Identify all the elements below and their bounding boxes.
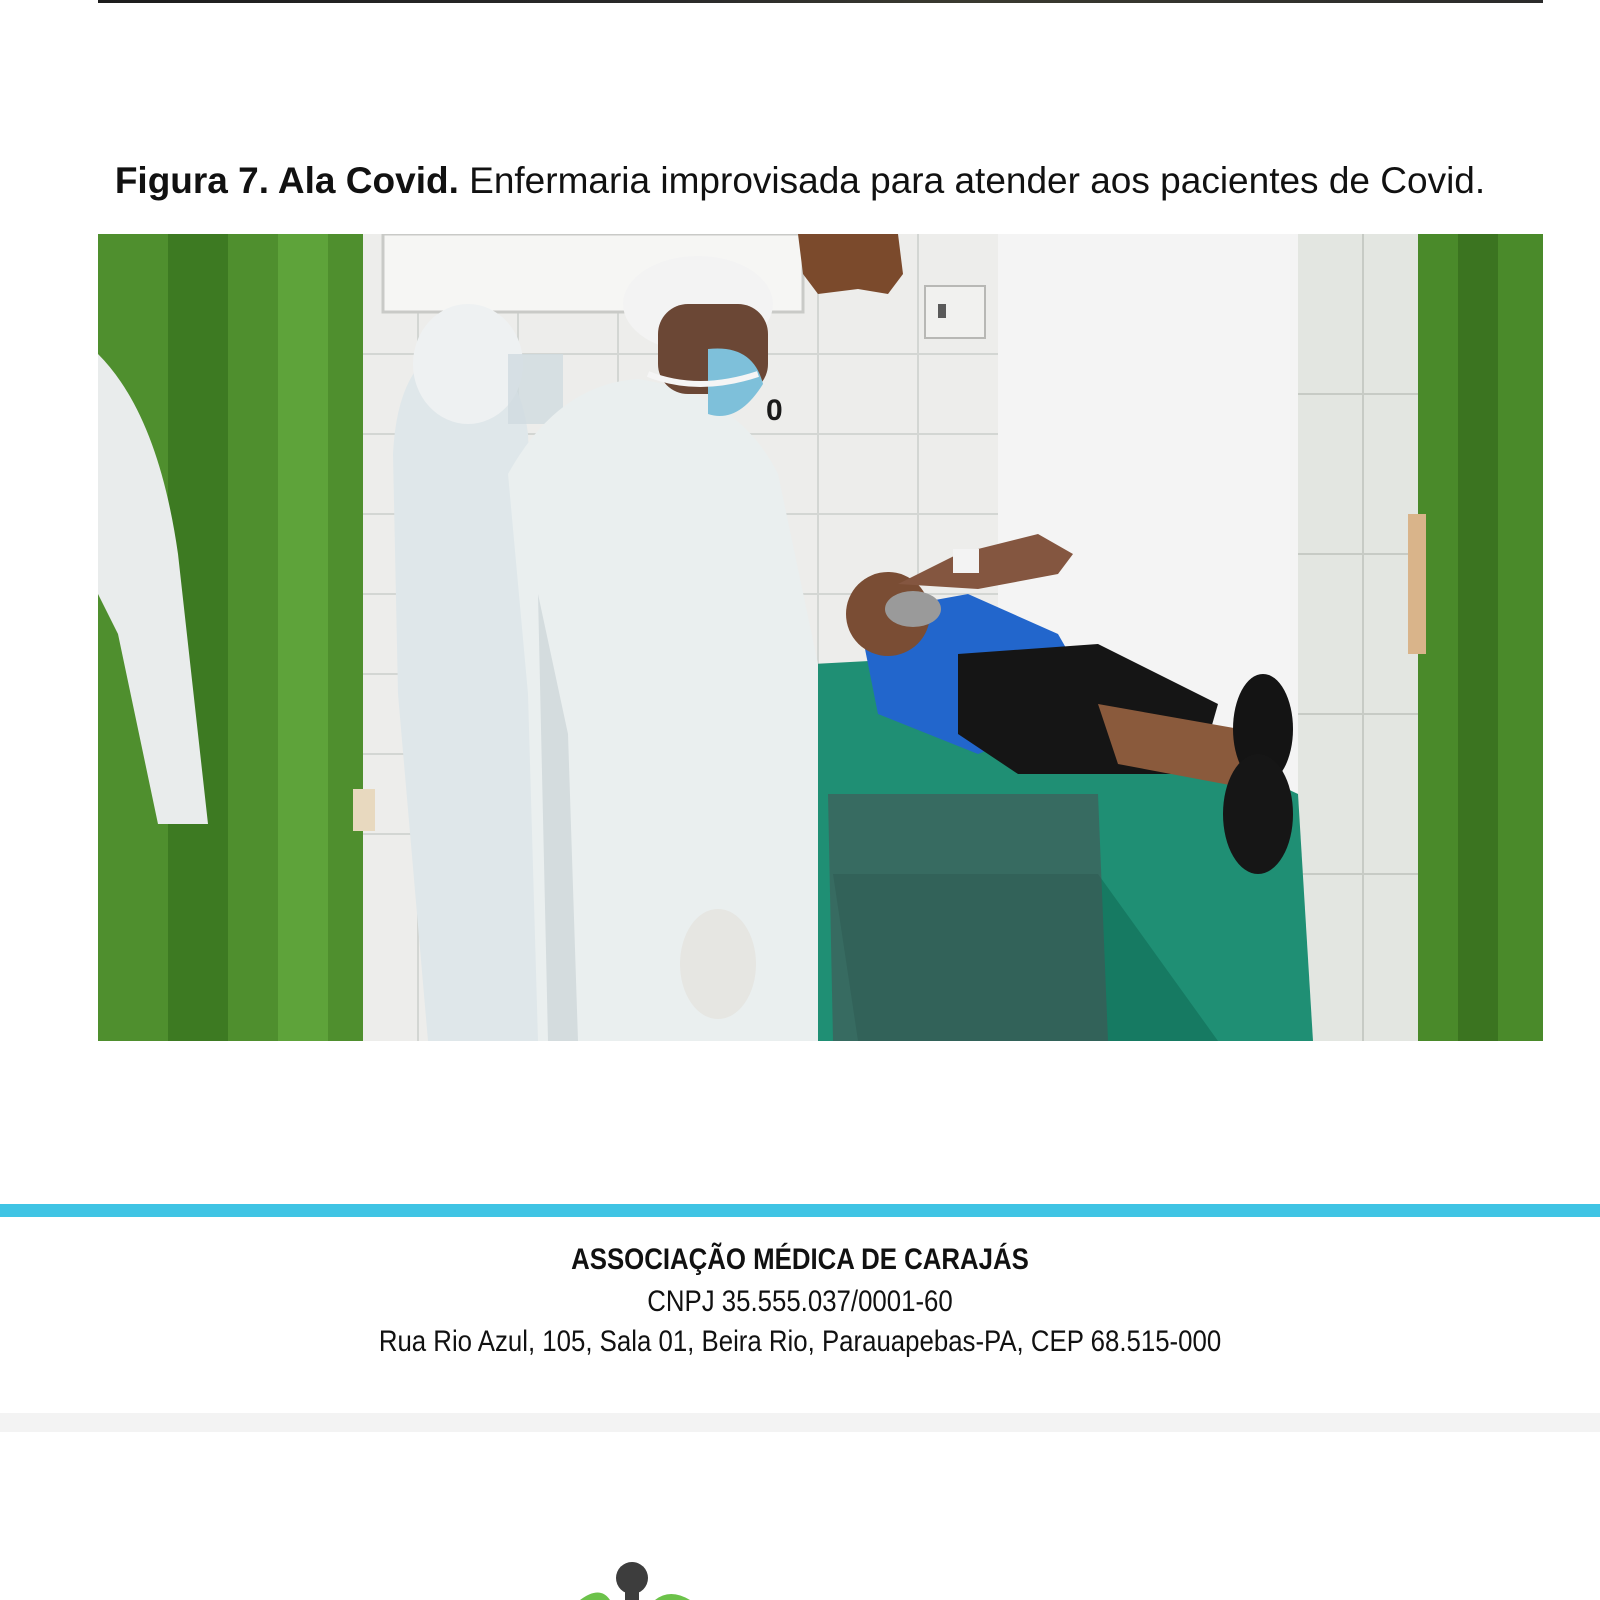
- covid-ward-photo: [98, 234, 1543, 1041]
- logo-mark-icon: [580, 1560, 690, 1600]
- figure-caption-text: Enfermaria improvisada para atender aos pacientes de Covid.: [469, 160, 1486, 201]
- page-footer: [0, 1238, 1600, 1362]
- figure-caption-label: Figura 7. Ala Covid.: [114, 160, 459, 201]
- footer-address: Rua Rio Azul, 105, Sala 01, Beira Rio, Parauapebas-PA, CEP 68.515-000: [378, 1325, 1222, 1358]
- figure-photo: [98, 234, 1543, 1041]
- figure-caption: [0, 160, 1600, 202]
- organization-logo: [580, 1560, 690, 1600]
- page-break: [0, 1413, 1600, 1432]
- photo-overlay-text: 0: [766, 394, 783, 427]
- previous-figure-edge: [98, 0, 1543, 3]
- footer-cnpj: CNPJ 35.555.037/0001-60: [647, 1285, 953, 1318]
- footer-organization: ASSOCIAÇÃO MÉDICA DE CARAJÁS: [571, 1243, 1029, 1276]
- footer-divider: [0, 1204, 1600, 1217]
